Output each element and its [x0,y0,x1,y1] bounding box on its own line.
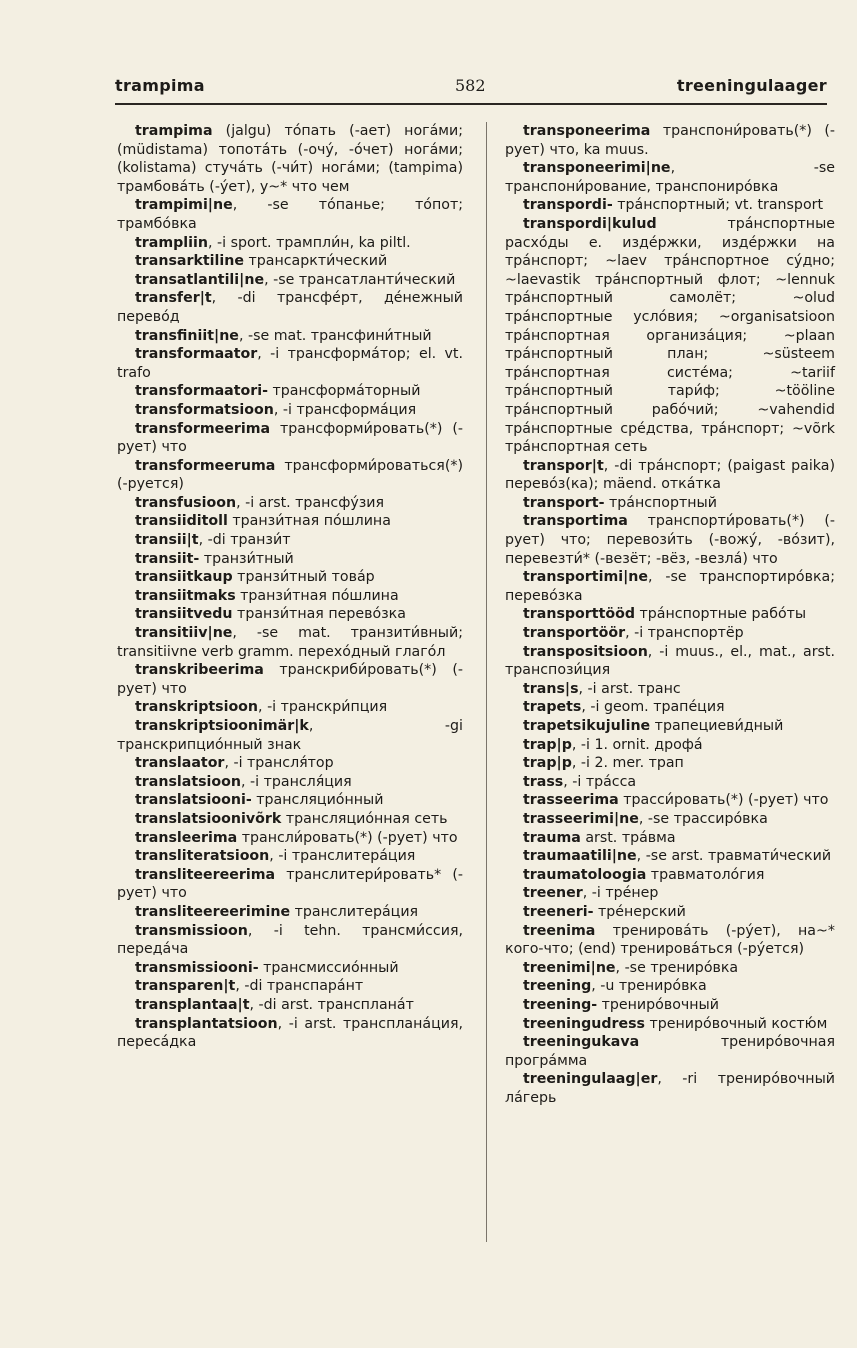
entry-headword: transitiiv|ne [135,625,233,642]
dictionary-entry [505,810,835,829]
entry-translation: тра́нспортные рабо́ты [635,606,807,623]
entry-headword: transformaator [135,346,258,363]
entry-translation: , -se транспортиро́вка; перево́зка [505,569,835,604]
entry-translation: , -i трансля́тор [224,755,334,772]
entry-translation: , -se arst. травмати́ческий [636,848,832,865]
entry-headword: trampima [135,123,213,139]
entry-translation: трансаркти́ческий [244,253,388,270]
dictionary-entry [505,847,835,866]
dictionary-entry [505,698,835,717]
entry-translation: , -i трансля́ция [241,773,352,790]
entry-translation: , -se транспони́рование, транспониро́вка [505,160,835,195]
dictionary-entry [117,512,463,531]
entry-headword: translatsiooni- [135,792,252,809]
entry-headword: transportöör [523,625,626,642]
entry-translation: , -i тре́нер [582,885,659,902]
dictionary-entry [505,977,835,996]
entry-translation: тра́нспортный [604,494,717,511]
entry-headword: transpositsioon [523,643,648,660]
entry-translation: , -i тра́сса [563,773,637,790]
entry-headword: transiitkaup [135,569,233,586]
entry-headword: trans|s [523,680,579,697]
entry-headword: treeningulaag|er [523,1071,658,1088]
dictionary-entry [117,773,463,792]
entry-translation: , -se mat. трансфини́тный [238,327,432,344]
entry-headword: traumaatili|ne [523,848,637,865]
entry-translation: , -i arst. трансфу́зия [236,494,385,511]
header-right-guide-word: treeningulaager [676,76,827,95]
entry-translation: транзи́тная по́шлина [227,513,391,530]
dictionary-entry [117,531,463,550]
entry-headword: transkriptsioon [135,699,259,716]
dictionary-entry [117,122,463,196]
dictionary-entry [505,196,835,215]
entry-headword: treening [523,978,592,995]
dictionary-entry [117,791,463,810]
dictionary-entry [505,829,835,848]
dictionary-entry [505,717,835,736]
entry-translation: , -i трансформа́ция [273,401,417,418]
entry-translation: , -di тра́нспорт; (paigast paika) перево́з(ка); mäend. отка́тка [505,457,835,493]
entry-translation: трансляцио́нный [251,792,384,809]
entry-headword: trap|p [523,755,572,772]
dictionary-entry [505,457,835,494]
entry-translation: трансформи́ровать(*) (-рует) что [117,420,463,456]
dictionary-entry [117,866,463,903]
entry-headword: transfusioon [135,494,237,511]
entry-translation: трансли́ровать(*) (-рует) что [237,829,458,846]
entry-headword: transportimi|ne [523,569,648,586]
entry-translation: , -di транспара́нт [235,978,364,995]
entry-translation: тре́нерский [593,903,686,920]
entry-headword: treeningukava [523,1034,640,1051]
entry-headword: transfiniit|ne [135,327,239,344]
entry-headword: translatsioon [135,773,242,790]
dictionary-entry [505,680,835,699]
dictionary-entry [505,568,835,605]
entry-translation: трансляцио́нная сеть [281,810,448,827]
entry-headword: transiiditoll [135,513,228,530]
entry-headword: trapets [523,699,582,716]
entry-headword: transformaatori- [135,383,269,400]
entry-headword: transparen|t [135,978,236,995]
entry-headword: trampliin [135,234,208,251]
dictionary-entry [505,884,835,903]
dictionary-entry [117,271,463,290]
entry-translation: arst. тра́вма [580,829,676,846]
dictionary-entry [117,754,463,773]
entry-translation: (jalgu) то́пать (-ает) нога́ми; (müdistama) топота́ть (-очу́, -о́чет) нога́ми; (kolistama) стуча́ть (-чи́т) нога́ми; (tampima) трамбова́ть (-у́ет), у~* что чем [117,123,463,195]
entry-headword: transmissiooni- [135,959,259,976]
dictionary-entry [505,215,835,457]
entry-headword: trasseerima [523,792,619,809]
dictionary-entry [117,1015,463,1052]
entry-headword: transkriptsioonimär|k [135,718,309,734]
dictionary-entry [505,922,835,959]
entry-translation: , -i arst. трансплана́ция, переса́дка [117,1015,463,1051]
entry-headword: transleerima [135,829,238,846]
entry-headword: transfer|t [135,290,212,307]
entry-headword: transportima [523,513,628,530]
entry-translation: трансформа́торный [268,383,421,400]
entry-translation: , -i трансформа́тор; el. vt. trafo [117,346,463,381]
right-column [505,122,835,1107]
entry-headword: transponeerima [523,123,651,139]
entry-headword: transliteratsioon [135,848,270,865]
entry-translation: , -di arst. трансплана́т [249,996,414,1013]
entry-headword: trap|p [523,736,572,753]
dictionary-entry [505,643,835,680]
dictionary-entry [117,550,463,569]
entry-headword: transiitmaks [135,587,236,604]
entry-translation: , -i muus., el., mat., arst. транспози́ция [505,643,835,679]
entry-headword: transformeerima [135,420,271,437]
entry-translation: , -i tehn. трансми́ссия, переда́ча [117,922,463,958]
entry-translation: трансмиссио́нный [258,959,399,976]
entry-headword: transliteereerima [135,866,276,883]
entry-headword: transpordi|kulud [523,215,657,232]
dictionary-entry [505,512,835,568]
entry-translation: транскриби́ровать(*) (-рует) что [117,662,463,697]
dictionary-entry [505,754,835,773]
dictionary-entry [117,624,463,661]
dictionary-entry [505,903,835,922]
dictionary-entry [117,457,463,494]
dictionary-entry [505,494,835,513]
entry-translation: , -se то́панье; то́пот; трамбо́вка [117,197,463,232]
dictionary-entry [117,977,463,996]
dictionary-entry [117,568,463,587]
dictionary-entry [117,605,463,624]
entry-headword: trapetsikujuline [523,718,651,734]
entry-translation: тренирова́ть (-ру́ет), на~* кого-что; (end) тренирова́ться (-ру́ется) [505,922,835,958]
dictionary-entry [117,661,463,698]
dictionary-entry [505,791,835,810]
dictionary-entry [117,959,463,978]
dictionary-entry [505,122,835,159]
entry-headword: transii|t [135,532,199,549]
entry-headword: transliteereerimine [135,903,291,920]
dictionary-entry [117,996,463,1015]
entry-headword: traumatoloogia [523,866,647,883]
entry-translation: , -di транзи́т [198,532,291,549]
entry-headword: transporttööd [523,606,636,623]
entry-headword: treeneri- [523,903,594,920]
entry-translation: , -i 1. ornit. дрофа́ [571,736,703,753]
entry-headword: transatlantili|ne [135,271,265,288]
entry-headword: transiit- [135,550,200,567]
entry-translation: , -se трансатланти́ческий [264,271,456,288]
entry-headword: treenima [523,922,596,939]
entry-translation: , -i geom. трапе́ция [581,699,725,716]
entry-headword: trauma [523,829,581,846]
entry-headword: transpor|t [523,457,604,474]
entry-headword: transarktiline [135,253,244,270]
entry-translation: транслитери́ровать* (-рует) что [117,866,463,902]
entry-translation: , -i 2. mer. трап [571,755,684,772]
entry-translation: транзи́тный това́р [232,569,375,586]
entry-headword: transformatsioon [135,401,274,418]
dictionary-entry [117,234,463,253]
entry-translation: трениро́вочный [597,996,719,1013]
dictionary-entry [117,587,463,606]
dictionary-entry [117,420,463,457]
entry-translation: транзи́тная по́шлина [235,587,399,604]
header-rule [115,103,827,105]
entry-translation: , -i arst. транс [578,680,681,697]
dictionary-entry [117,401,463,420]
entry-headword: treeningudress [523,1015,646,1032]
entry-headword: trasseerimi|ne [523,810,639,827]
dictionary-entry [117,829,463,848]
dictionary-entry [505,959,835,978]
dictionary-entry [505,1015,835,1034]
entry-headword: transkribeerima [135,662,264,679]
dictionary-entry [117,494,463,513]
entry-headword: transpordi- [523,197,613,214]
entry-translation: , -se трениро́вка [615,959,739,976]
entry-translation: , -ri трениро́вочный ла́герь [505,1071,835,1106]
entry-translation: , -u трениро́вка [591,978,707,995]
entry-translation: трасси́ровать(*) (-рует) что [618,792,829,809]
entry-translation: , -gi транскрипцио́нный знак [117,718,463,753]
entry-headword: treening- [523,996,598,1013]
page-number: 582 [455,76,486,95]
entry-headword: translatsioonivõrk [135,810,282,827]
dictionary-entry [117,289,463,326]
dictionary-entry [505,159,835,196]
entry-headword: trass [523,773,564,790]
dictionary-entry [505,605,835,624]
entry-headword: transplantatsioon [135,1015,278,1032]
entry-translation: , -i sport. трампли́н, ka piltl. [207,234,411,251]
dictionary-entry [117,717,463,754]
entry-translation: , -i транспортёр [625,625,744,642]
entry-translation: , -se mat. транзити́вный; transitiivne verb gramm. перехо́дный глаго́л [117,625,463,660]
dictionary-entry [505,773,835,792]
dictionary-entry [505,736,835,755]
entry-headword: transport- [523,494,605,511]
entry-translation: трапециеви́дный [650,718,784,734]
dictionary-entry [117,327,463,346]
dictionary-entry [117,252,463,271]
entry-translation: транслитера́ция [290,903,419,920]
dictionary-entry [117,196,463,233]
entry-translation: , -i транскри́пция [258,699,388,716]
entry-translation: , -i транслитера́ция [269,848,416,865]
dictionary-entry [117,847,463,866]
entry-headword: trampimi|ne [135,197,233,214]
entry-headword: treener [523,885,583,902]
entry-headword: translaator [135,755,225,772]
dictionary-entry [505,996,835,1015]
dictionary-entry [117,345,463,382]
entry-translation: тра́нспортные расхо́ды e. изде́ржки, изде́ржки на тра́нспорт; ~laev тра́нспортное су́дно; ~laevastik тра́нспортный флот; ~lennuk тра́нспортный самолёт; ~olud тра́нспортные усло́вия; ~organisatsioon тра́нспортная организа́ция; ~plaan тра́нспортный план; ~süsteem тра́нспортная систе́ма; ~tariif тра́нспортный тари́ф; ~tööline тра́нспортный рабо́чий; ~vahendid тра́нспортные сре́дства, тра́нспорт; ~võrk тра́нспортная сеть [505,215,835,456]
entry-headword: transmissioon [135,922,248,939]
dictionary-entry [117,922,463,959]
entry-headword: transformeeruma [135,457,276,474]
dictionary-entry [117,903,463,922]
entry-translation: трениро́вочный костю́м [645,1015,828,1032]
column-divider [486,122,487,1242]
entry-translation: транспорти́ровать(*) (-рует) что; перевози́ть (-вожу́, -во́зит), перевезти́* (-везёт; -вёз, -везла́) что [505,513,835,567]
dictionary-entry [117,698,463,717]
dictionary-entry [505,624,835,643]
entry-translation: тра́нспортный; vt. transport [612,197,824,214]
dictionary-entry [505,866,835,885]
entry-translation: трениро́вочная програ́мма [505,1034,835,1069]
header-left-guide-word: trampima [115,76,205,95]
entry-translation: трансформи́роваться(*) (-руется) [117,457,463,493]
entry-translation: , -se трассиро́вка [638,810,768,827]
entry-headword: transiitvedu [135,606,233,623]
entry-headword: treenimi|ne [523,959,616,976]
entry-translation: транзи́тный [199,550,294,567]
page-header [115,76,827,102]
dictionary-entry [505,1033,835,1070]
entry-translation: транспони́ровать(*) (-рует) что, ka muus. [505,123,835,158]
entry-translation: , -di трансфе́рт, де́нежный перево́д [117,290,463,325]
dictionary-entry [117,382,463,401]
dictionary-entry [117,810,463,829]
entry-headword: transponeerimi|ne [523,160,671,177]
entry-translation: транзи́тная перево́зка [232,606,406,623]
entry-headword: transplantaa|t [135,996,250,1013]
dictionary-entry [505,1070,835,1107]
left-column [117,122,463,1052]
entry-translation: травматоло́гия [646,866,765,883]
